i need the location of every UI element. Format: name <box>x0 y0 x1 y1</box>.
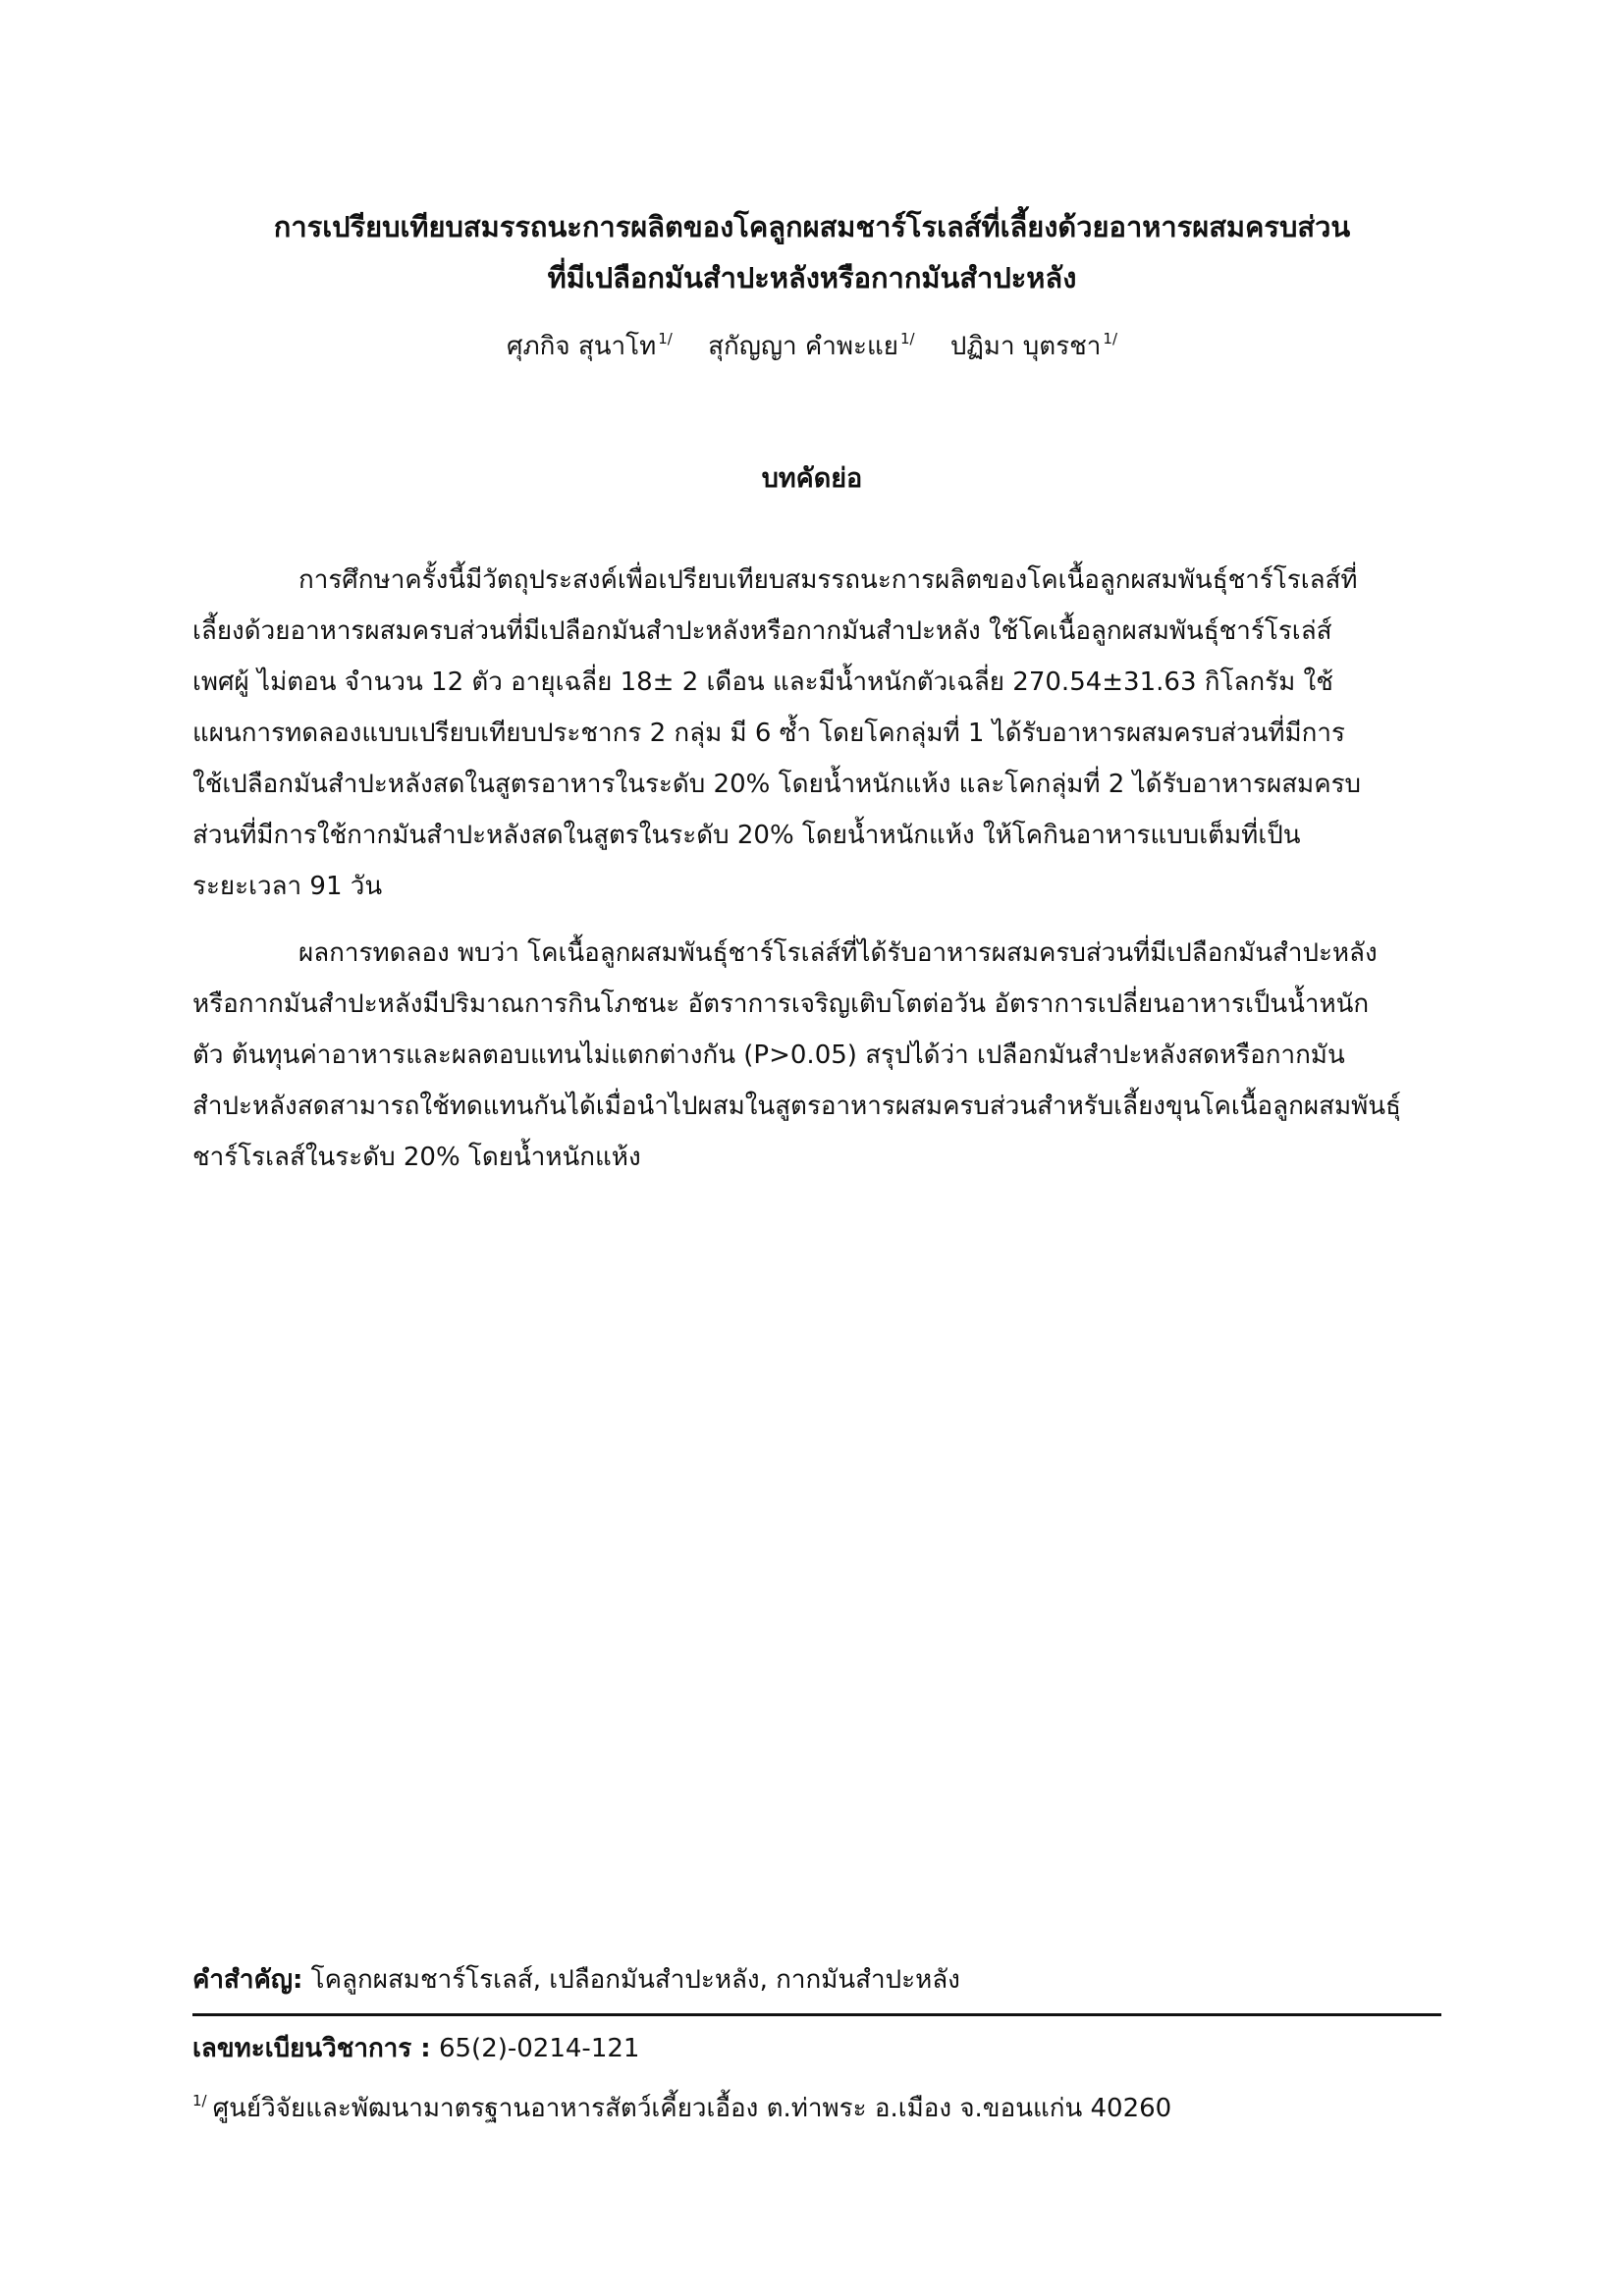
paragraph-gap <box>192 912 1437 928</box>
abstract-line: ผลการทดลอง พบว่า โคเนื้อลูกผสมพันธุ์ชาร์โรเล่ส์ที่ได้รับอาหารผสมครบส่วนที่มีเปลือกมันสำปะหลัง <box>298 938 1378 968</box>
abstract-line: แผนการทดลองแบบเปรียบเทียบประชากร 2 กลุ่ม มี 6 ซ้ำ โดยโคกลุ่มที่ 1 ได้รับอาหารผสมครบส่วนที่มีการ <box>192 719 1345 748</box>
keywords <box>192 1958 1437 2002</box>
affiliation-mark: 1/ <box>899 330 915 347</box>
abstract-line: ใช้เปลือกมันสำปะหลังสดในสูตรอาหารในระดับ 20% โดยน้ำหนักแห้ง และโคกลุ่มที่ 2 ได้รับอาหารผสมครบ <box>192 770 1362 799</box>
divider-rule <box>192 2013 1441 2016</box>
registration-label: เลขทะเบียนวิชาการ : <box>192 2034 431 2063</box>
affiliation-mark: 1/ <box>1103 330 1118 347</box>
registration-number <box>192 2027 1437 2070</box>
abstract-line: การศึกษาครั้งนี้มีวัตถุประสงค์เพื่อเปรียบเทียบสมรรถนะการผลิตของโคเนื้อลูกผสมพันธุ์ชาร์โรเลส์ที่ <box>298 565 1358 595</box>
abstract-line: ส่วนที่มีการใช้กากมันสำปะหลังสดในสูตรในระดับ 20% โดยน้ำหนักแห้ง ให้โคกินอาหารแบบเต็มที่เป็น <box>192 821 1301 850</box>
abstract-line: ชาร์โรเลส์ในระดับ 20% โดยน้ำหนักแห้ง <box>192 1143 641 1172</box>
affiliation-mark: 1/ <box>658 330 673 347</box>
title-line-1: การเปรียบเทียบสมรรถนะการผลิตของโคลูกผสมชาร์โรเลส์ที่เลี้ยงด้วยอาหารผสมครบส่วน <box>273 210 1351 243</box>
title-line-2: ที่มีเปลือกมันสำปะหลังหรือกากมันสำปะหลัง <box>547 261 1077 294</box>
footnote-text: ศูนย์วิจัยและพัฒนามาตรฐานอาหารสัตว์เคี้ยวเอื้อง ต.ท่าพระ อ.เมือง จ.ขอนแก่น 40260 <box>212 2094 1172 2123</box>
author-name: ปฏิมา บุตรชา <box>949 332 1102 361</box>
keywords-text: โคลูกผสมชาร์โรเลส์, เปลือกมันสำปะหลัง, กากมันสำปะหลัง <box>310 1965 960 1995</box>
footnote-mark: 1/ <box>192 2092 207 2109</box>
abstract-line: ตัว ต้นทุนค่าอาหารและผลตอบแทนไม่แตกต่างกัน (P>0.05) สรุปได้ว่า เปลือกมันสำปะหลังสดหรือกากมัน <box>192 1041 1345 1070</box>
author-1 <box>507 319 673 366</box>
abstract-line: หรือกากมันสำปะหลังมีปริมาณการกินโภชนะ อัตราการเจริญเติบโตต่อวัน อัตราการเปลี่ยนอาหารเป็นน้ำหนัก <box>192 989 1370 1019</box>
registration-value: 65(2)-0214-121 <box>438 2034 640 2063</box>
abstract-body <box>192 555 1437 1183</box>
author-3 <box>950 319 1117 366</box>
author-name: ศุภกิจ สุนาโท <box>506 332 657 361</box>
keywords-label: คำสำคัญ: <box>192 1965 303 1995</box>
paper-title <box>177 201 1447 303</box>
abstract-line: เพศผู้ ไม่ตอน จำนวน 12 ตัว อายุเฉลี่ย 18± 2 เดือน และมีน้ำหนักตัวเฉลี่ย 270.54±31.63 กิโลกรัม ใช้ <box>192 667 1333 697</box>
abstract-line: เลี้ยงด้วยอาหารผสมครบส่วนที่มีเปลือกมันสำปะหลังหรือกากมันสำปะหลัง ใช้โคเนื้อลูกผสมพันธุ์ชาร์โรเล่ส์ <box>192 616 1332 646</box>
author-name: สุกัญญา คำพะแย <box>708 332 898 361</box>
author-2 <box>708 319 914 366</box>
affiliation-footnote <box>192 2079 1437 2130</box>
abstract-line: สำปะหลังสดสามารถใช้ทดแทนกันได้เมื่อนำไปผสมในสูตรอาหารผสมครบส่วนสำหรับเลี้ยงขุนโคเนื้อลูกผสมพันธุ์ <box>192 1092 1401 1121</box>
abstract-heading: บทคัดย่อ <box>761 463 863 494</box>
author-list <box>177 319 1447 366</box>
abstract-line: ระยะเวลา 91 วัน <box>192 872 383 901</box>
